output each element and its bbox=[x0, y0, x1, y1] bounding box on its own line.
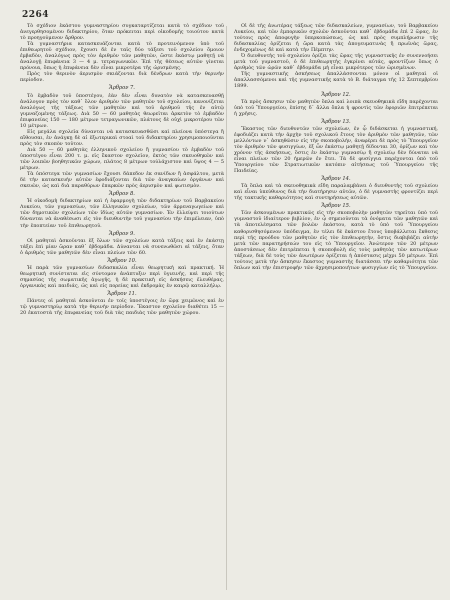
paragraph: Οἱ δὲ τῆς ἀνωτέρας τάξεως τῶν διδασκαλείων, γυμνασίων, τοῦ Βαρβακείου Λυκείου, καὶ τῶν ἐμπορικῶν σχολῶν ἀσκοῦνται καθ᾽ ἑβδομάδα ἐπὶ 2 ὥρας, ἐν τούτοις πρὸς ἀποφυγὴν ὑπερκοπώσεως, ὡς καὶ πρὸς συμπλήρωσιν τῆς διδασκαλίας ὁρίζεται ἡ ὥρα κατὰ τὰς ἀπογευματινὰς ἢ πρωϊνὰς ὥρας, ἐνδεχομένως δὲ καὶ κατὰ τὴν Πέμπτην. bbox=[234, 23, 438, 54]
column-divider bbox=[226, 26, 227, 590]
paragraph: Τὸ σχέδιον ἑκάστου γυμναστηρίου συγκαταρτίζεται κατὰ τὸ σχέδιον τοῦ ἀνεγερθησομένου διδακτηρίου, ὅταν πρόκειται περὶ οἰκοδομῆς τοιούτου κατὰ τὸ προηγούμενον ἄρθρον. bbox=[20, 23, 224, 42]
paragraph: Πάντες οἱ μαθηταὶ ἀσκοῦνται ἐν τοῖς ὑποστέγοις ἐν ὥρᾳ χειμῶνος καὶ ἐν τῷ γυμναστηρίῳ κατὰ τὴν θερινὴν περίοδον. Ἕκαστον σχολεῖον διαθέτει 15 — 20 ἑκατοστὰ τῆς ἐπιφανείας τοῦ διὰ τὰς παιδιὰς τῶν μαθητῶν χώρου. bbox=[20, 298, 224, 317]
paragraph: Ἕκαστος τῶν διευθυντῶν τῶν σχολείων, ἐν ᾧ διδάσκεται ἡ γυμναστική, ἐφοδιάζει κατὰ τὴν ἀρχὴν τοῦ σχολικοῦ ἔτους τὸν ἀριθμὸν τῶν μαθητῶν, τῶν μελλόντων ν᾽ ἀσκηθῶσιν εἰς τὴν σκοποβολήν, ἀναφέρει δὲ πρὸς τὸ Ὑπουργεῖον τὸν ἀριθμὸν τῶν φυσιγγίων, ἐξ ὧν ἑκάστῳ μαθητῇ δίδονται 30, ὁρίζων καὶ τὸν χρόνον τῆς ἀσκήσεως, ὅστις ἐν ἑκάστῳ γυμνασίῳ ἢ σχολείῳ δὲν δύναται νὰ εἶναι πλείων τῶν 20 ἡμερῶν ἐν ἔτει. Τὰ δὲ φυσίγγια παρέχονται ὑπὸ τοῦ Ὑπουργείου τῶν Στρατιωτικῶν κατόπιν αἰτήσεως τοῦ Ὑπουργείου τῆς Παιδείας. bbox=[234, 125, 438, 175]
paragraph: Οἱ μαθηταὶ ἀσκοῦνται ἐξ ὅλων τῶν σχολείων κατὰ τάξεις καὶ ἐν ἑκάστῃ τάξει ἐπὶ μίαν ὥραν καθ᾽ ἑβδομάδα. Δύνανται νὰ συνενωθῶσι αἱ τάξεις, ὅταν ὁ ἀριθμὸς τῶν μαθητῶν δὲν εἶναι πλείων τῶν 60. bbox=[20, 237, 224, 256]
article-heading: Ἄρθρον 11. bbox=[107, 290, 137, 297]
article-heading: Ἄρθρον 8. bbox=[109, 191, 135, 198]
paragraph: Τὰ γυμναστήρια κατασκευάζονται κατὰ τὸ προτεινόμενον ὑπὸ τοῦ ἐπιθεωρητοῦ σχέδιον, ἔχουσι δὲ ἐν ταῖς δύο τάξεσι τοῦ σχολείου ὅμοιον ἐμβαδὸν, ἀναλόγως πρὸς τὸν ἀριθμὸν τῶν μαθητῶν, ὥστε ἑκάστῳ μαθητῇ νὰ ἀναλογῇ ἐπιφάνεια 3 — 4 μ. τετραγωνικῶν. Ἐπὶ τῆς θέσεως αὐτῶν γίνεται πρόνοια, ὅπως ἡ ἐπιφάνεια δὲν εἶναι μικροτέρα τῆς ὡρισμένης. bbox=[20, 41, 224, 72]
paragraph: Τὰ πρὸς ἄσκησιν τῶν μαθητῶν ὅπλα καὶ λοιπὰ σκευοθηκικὰ εἴδη παρέχονται ὑπὸ τοῦ Ὑπουργείου, ἐπίσης δ᾽ ἄλλα ὅπλα ἡ φροντὶς τῶν ἐφοριῶν ἐπιτρέπεται ἡ χρῆσις. bbox=[234, 98, 438, 117]
article-heading: Ἄρθρον 14. bbox=[321, 176, 351, 183]
paragraph: Ὁ διευθυντὴς τοῦ σχολείου ὁρίζει τὰς ὥρας τῆς γυμναστικῆς ἐν συνεννοήσει μετὰ τοῦ γυμναστοῦ, ὁ δὲ ἐπιθεωρητὴς ἐγκρίνει αὐτάς, φροντίζων ὅπως ὁ ἀριθμὸς τῶν ὡρῶν καθ᾽ ἑβδομάδα μὴ εἶναι μικρότερος τῶν ὡρισμένων. bbox=[234, 53, 438, 72]
page-number: 2264 bbox=[22, 10, 50, 20]
article-heading: Ἄρθρον 12. bbox=[321, 91, 351, 98]
paragraph: Διὰ 50 — 60 μαθητὰς ἑλληνικοῦ σχολείου ἢ γυμνασίου τὸ ἐμβαδὸν τοῦ ὑποστέγου εἶναι 200 τ. μ. εἰς ἕκαστον σχολεῖον, ἐκτὸς τῶν σκευοθηκῶν καὶ τῶν λοιπῶν βοηθητικῶν χώρων, πλάτος 8 μέτρων τούλάχιστον καὶ ὕψος 4 — 5 μέτρων. bbox=[20, 146, 224, 172]
paragraph: Τὰ ὑπόστεγα τῶν γυμνασίων ἔχουσι δάπεδον ἐκ σανίδων ἢ ἀσφάλτου, μετὰ δὲ τὴν κατασκευὴν αὐτῶν ἐφοδιάζονται διὰ τῶν ἀναγκαίων ὀργάνων καὶ σκευῶν, ὡς καὶ διὰ παραθύρων ἐπαρκῶν πρὸς ἀερισμὸν καὶ φωτισμὸν. bbox=[20, 171, 224, 190]
article-heading: Ἄρθρον 9. bbox=[109, 230, 135, 237]
article-heading: Ἄρθρον 7. bbox=[109, 85, 135, 92]
paragraph: Τὰ ὅπλα καὶ τὰ σκευοθηκικὰ εἴδη παραλαμβάνει ὁ διευθυντὴς τοῦ σχολείου καὶ εἶναι ὑπεύθυνος διὰ τὴν διατήρησιν αὐτῶν, ὁ δὲ γυμναστὴς φροντίζει περὶ τῆς τακτικῆς καθαριότητος καὶ συντηρήσεως αὐτῶν. bbox=[234, 183, 438, 202]
paragraph: Τῆς γυμναστικῆς ἀσκήσεως ἀπαλλάσσονται μόνον οἱ μαθηταὶ οἱ ἀπαλλασσόμενοι καὶ τῆς γυμναστικῆς κατὰ τὸ Β. διάταγμα τῆς 12 Σεπτεμβρίου 1899. bbox=[234, 71, 438, 90]
right-column bbox=[234, 23, 438, 316]
paragraph: Τῶν ἀσκουμένων πρακτικῶς εἰς τὴν σκοποβολὴν μαθητῶν τηρεῖται ὑπὸ τοῦ γυμναστοῦ ἰδιαίτερον βιβλίον, ἐν ᾧ σημειοῦνται τὰ ὀνόματα τῶν μαθητῶν καὶ τὰ ἀποτελέσματα τῶν βολῶν ἑκάστου, κατὰ τὸ ὑπὸ τοῦ Ὑπουργείου καθορισθησόμενον ὑπόδειγμα, ἐν τέλει δὲ ἑκάστου ἔτους ὑποβάλλεται ἔκθεσις περὶ τῆς προόδου τῶν μαθητῶν εἰς τὸν ἐπιθεωρητὴν, ὅστις διαβιβάζει αὐτὴν μετὰ τῶν παρατηρήσεών του εἰς τὸ Ὑπουργεῖον. Ἀνώτερον τῶν 20 μέτρων ἀποστάσεως δὲν ἐπιτρέπεται ἡ σκοποβολὴ εἰς τοὺς μαθητὰς τῶν κατωτέρων τάξεων, διὰ δὲ τοὺς τῶν ἀνωτέρων ὁρίζεται ἡ ἀπόστασις μέχρι 50 μέτρων. Ἐπὶ τούτοις μετὰ τὴν ἄσκησιν ἕκαστος γυμναστὴς διατάσσει τὴν καθαριότητα τῶν ὅπλων καὶ τὴν ἐπιστροφὴν τῶν ἀχρησιμοποιήτων φυσιγγίων εἰς τὸ Ὑπουργεῖον. bbox=[234, 210, 438, 271]
paragraph: Ἡ παρὰ τῶν γυμνασίων διδασκαλία εἶναι θεωρητικὴ καὶ πρακτική. Ἡ θεωρητικὴ συνίσταται εἰς σύντομον ἀνάπτυξιν περὶ ὑγιεινῆς, καὶ περὶ τῆς σημασίας τῆς σωματικῆς ἀγωγῆς, ἡ δὲ πρακτικὴ εἰς ἀσκήσεις ἐλευθέρας, ὀργανικὰς καὶ παιδιάς, ὡς καὶ εἰς πορείας καὶ ἐκδρομὰς ἐν καιρῷ καταλλήλῳ. bbox=[20, 264, 224, 289]
article-heading: Ἄρθρον 13. bbox=[321, 118, 351, 125]
paragraph: Τὸ ἐμβαδὸν τοῦ ὑποστέγου, ἐὰν δὲν εἶναι δυνατὸν νὰ κατασκευασθῇ ἀνάλογον πρὸς τὸν καθ᾽ ὅλον ἀριθμὸν τῶν μαθητῶν τοῦ σχολείου, κανονίζεται ἀναλόγως τῆς τάξεως τῶν μαθητῶν καὶ τοῦ ἀριθμοῦ τῆς ἐν αὐτῷ γυμναζομένης τάξεως. Διὰ 50 — 60 μαθητὰς θεωρεῖται ἀρκετὸν τὸ ἐμβαδὸν ἐπιφανείας 150 — 180 μέτρων τετραγωνικῶν, πλάτους δὲ οὐχὶ μικροτέρου τῶν 10 μέτρων. bbox=[20, 92, 224, 129]
paragraph: Ἡ οἰκοδομὴ διδακτηρίων καὶ ἡ ἐφαρμογὴ τῶν διδακτηρίων τοῦ Βαρβακείου Λυκείου, τῶν γυμνασίων, τῶν ἑλληνικῶν σχολείων, τῶν ἀρρεναγωγείων καὶ τῶν δημοτικῶν σχολείων τῶν ἰδίως αὐτῶν γυμνασίων. Ἐν ἐλλείψει τοιούτων δύνανται νὰ ἀναθέσωσι εἰς τὸν διευθυντὴν τοῦ γυμνασίου τὴν ἐπιμέλειαν, ὑπὸ τὴν ἐποπτείαν τοῦ ἐπιθεωρητοῦ. bbox=[20, 198, 224, 229]
text-columns bbox=[20, 23, 438, 316]
article-heading: Ἄρθρον 15. bbox=[321, 203, 351, 210]
paragraph: Εἰς μεγάλα σχολεῖα δύνανται νὰ κατασκευασθῶσι καὶ πλείονα ὑπόστεγα ἢ αἴθουσαι, ἐν ἀνάγκῃ δὲ αἱ ἐξωτερικαὶ στοαὶ τοῦ διδακτηρίου χρησιμοποιοῦνται πρὸς τὸν σκοπὸν τοῦτον. bbox=[20, 128, 224, 147]
left-column bbox=[20, 23, 224, 316]
article-heading: Ἄρθρον 10. bbox=[107, 257, 137, 264]
paragraph: Πρὸς τὸν θερινὸν ἀερισμὸν σκιάζονται διὰ δένδρων κατὰ τὴν θερινὴν περίοδον. bbox=[20, 71, 224, 84]
